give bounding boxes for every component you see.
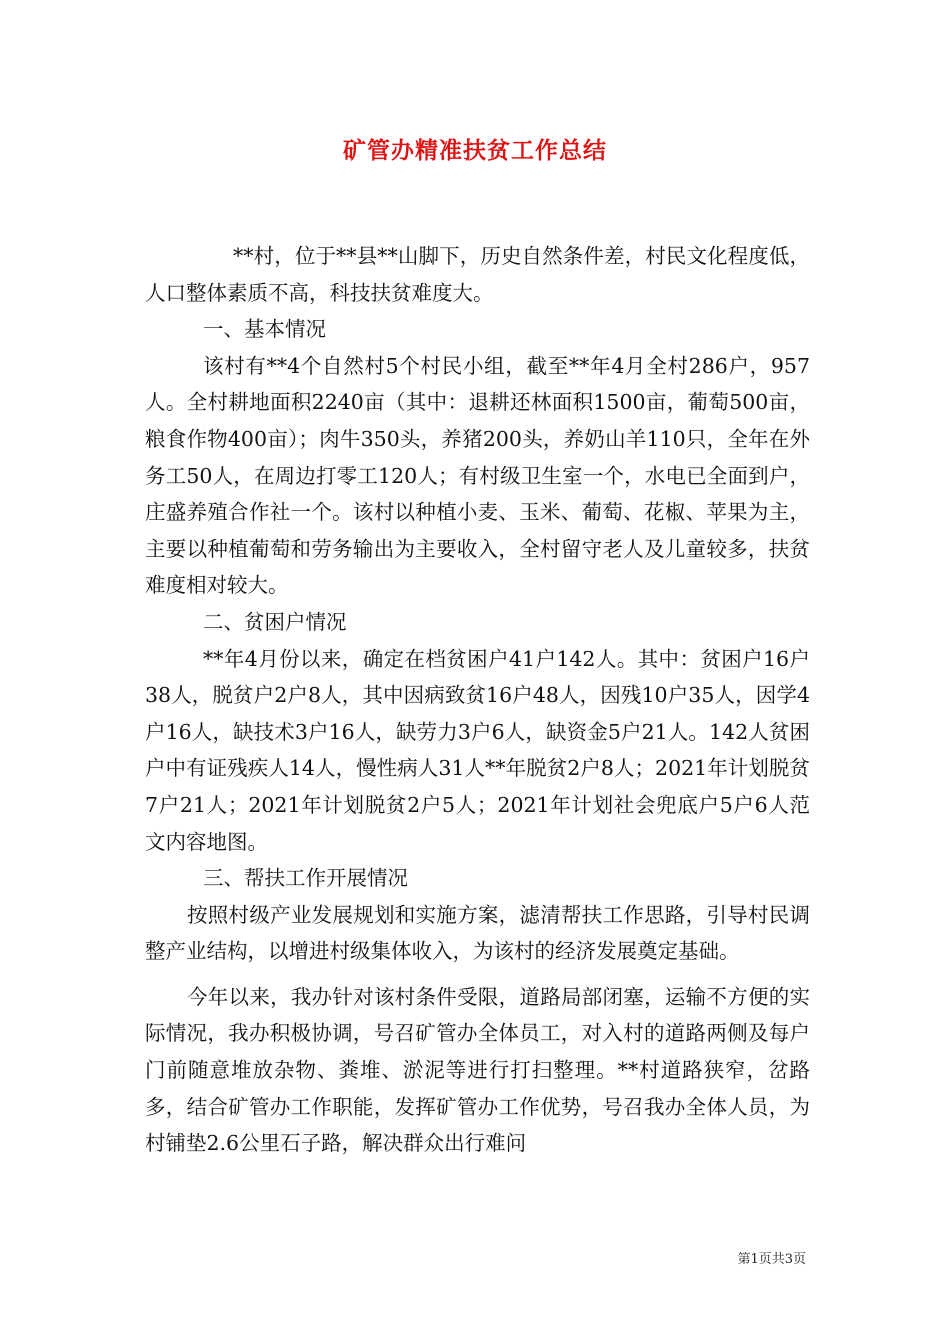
section-paragraph-assistance-2: 今年以来，我办针对该村条件受限，道路局部闭塞，运输不方便的实际情况，我办积极协调，号召矿管办全体员工，对入村的道路两侧及每户门前随意堆放杂物、粪堆、淤泥等进行打扫整理。**村道路狭窄，岔路多，结合矿管办工作职能，发挥矿管办工作优势，号召我办全体人员，为村铺垫2.6公里石子路，解决群众出行难问 [145,984,810,1156]
section-paragraph-basic: 该村有**4个自然村5个村民小组，截至**年4月全村286户，957人。全村耕地面积2240亩（其中：退耕还林面积1500亩，葡萄500亩，粮食作物400亩）；肉牛350头，养猪200头，养奶山羊110只，全年在外务工50人，在周边打零工120人；有村级卫生室一个，水电已全面到户，庄盛养殖合作社一个。该村以种植小麦、玉米、葡萄、花椒、苹果为主，主要以种植葡萄和劳务输出为主要收入，全村留守老人及儿童较多，扶贫难度相对较大。 [145,353,810,598]
document-body [145,238,810,1162]
section-heading-basic: 一、基本情况 [203,317,326,342]
section-heading-assistance: 三、帮扶工作开展情况 [203,866,408,891]
intro-paragraph: **村，位于**县**山脚下，历史自然条件差，村民文化程度低，人口整体素质不高，科技扶贫难度大。 [145,244,810,305]
page-indicator: 第1页共3页 [737,1252,806,1267]
document-title: 矿管办精准扶贫工作总结 [343,137,607,164]
section-paragraph-assistance-1: 按照村级产业发展规划和实施方案，滤清帮扶工作思路，引导村民调整产业结构，以增进村级集体收入，为该村的经济发展奠定基础。 [145,902,810,964]
section-heading-poor-households: 二、贫困户情况 [203,609,347,634]
section-paragraph-poor-households: **年4月份以来，确定在档贫困户41户142人。其中：贫困户16户38人，脱贫户2户8人，其中因病致贫16户48人，因残10户35人，因学4户16人，缺技术3户16人，缺劳力3户6人，缺资金5户21人。142人贫困户中有证残疾人14人，慢性病人31人**年脱贫2户8人；2021年计划脱贫7户21人；2021年计划脱贫2户5人；2021年计划社会兜底户5户6人范文内容地图。 [145,646,810,854]
